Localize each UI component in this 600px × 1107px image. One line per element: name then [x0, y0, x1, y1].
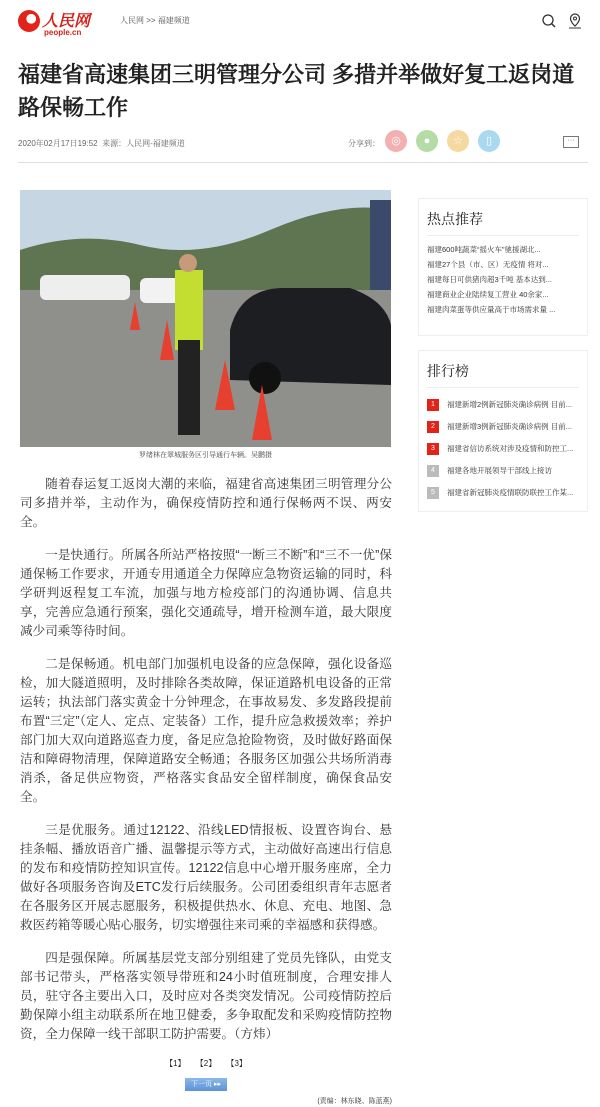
hot-recommendations [418, 198, 588, 336]
article-source[interactable]: 来源：人民网-福建频道 [102, 139, 185, 148]
paragraph: 四是强保障。所属基层党支部分别组建了党员先锋队，由党支部书记带头，严格落实领导带班和24小时值班制度，合理安排人员，驻守各主要出入口，及时应对各类突发情况。公司疫情防控后勤保障小组主动联系所在地卫健委，多争取配发和采购疫情防控物资，全力保障一线干部职工防护需要。（方炜） [20, 951, 392, 1041]
rank-item[interactable] [427, 416, 579, 438]
rank-number: 3 [427, 443, 439, 455]
rank-title: 福建新增3例新冠肺炎确诊病例 目前... [447, 422, 573, 431]
rank-number: 5 [427, 487, 439, 499]
section-title: 排行榜 [427, 357, 579, 388]
page-link-3[interactable]: 【3】 [226, 1059, 247, 1068]
paragraph: 三是优服务。通过12122、沿线LED情报板、设置咨询台、悬挂条幅、播放语音广播、温馨提示等方式，主动做好高速出行信息的发布和疫情防控知识宣传。12122信息中心增开服务座席，全力做好各项服务咨询及ETC发行后续服务。公司团委组织青年志愿者在各服务区开展志愿服务，积极提供热水、休息、充电、地图、急救医药箱等暖心贴心服务，切实增强往来司乘的幸福感和获得感。 [20, 823, 392, 932]
location-icon[interactable] [567, 13, 583, 29]
article-photo [20, 190, 391, 447]
ranking-list [418, 350, 588, 512]
section-title: 热点推荐 [427, 205, 579, 236]
wechat-icon[interactable]: ● [416, 130, 438, 152]
paragraph: 二是保畅通。机电部门加强机电设备的应急保障，强化设备巡检，加大隧道照明，及时排除各类故障，保证道路机电设备的正常运转；执法部门落实黄金十分钟理念，在事故易发、多发路段提前布置“三定”（定人、定点、定装备）工作，提升应急救援效率；养护部门加大双向道路巡查力度，备足应急抢险物资，及时做好路面保洁和障碍物清理，保障道路安全畅通；各服务区加强公共场所消毒消杀，备足供应物资，严格落实食品安全留样制度，确保食品安全。 [20, 657, 392, 804]
rank-item[interactable] [427, 482, 579, 504]
pagination [20, 1058, 392, 1070]
rank-title: 福建各地开展领导干部线上接访 [447, 466, 552, 475]
page-link-1[interactable]: 【1】 [165, 1059, 186, 1068]
article-flow [20, 475, 392, 1107]
paragraph: 一是快通行。所属各所站严格按照“一断三不断”和“三不一优”保通保畅工作要求，开通专用通道全力保障应急物资运输的同时，科学研判返程复工车流，加强与地方检疫部门的沟通协调、信息共享，完善应急通行预案，强化交通疏导，增开检测车道，最大限度减少司乘等待时间。 [20, 548, 392, 638]
rank-number: 1 [427, 399, 439, 411]
rank-number: 4 [427, 465, 439, 477]
logo-mark [18, 10, 40, 32]
divider [18, 162, 588, 163]
next-page-button[interactable]: 下一页 ▸▸ [185, 1078, 227, 1091]
favorite-icon[interactable]: ☆ [447, 130, 469, 152]
hot-item[interactable]: 福建肉菜蛋等供应量高于市场需求量 ... [427, 305, 556, 314]
article-meta [18, 138, 185, 149]
article-title: 福建省高速集团三明管理分公司 多措并举做好复工返岗道路保畅工作 [18, 62, 575, 120]
logo-text: 人民网 [42, 13, 91, 30]
share-label: 分享到： [348, 139, 380, 148]
search-icon[interactable] [541, 13, 557, 29]
publish-date: 2020年02月17日19:52 [18, 139, 98, 148]
hot-item[interactable]: 福建每日可供猪肉超3千吨 基本达到... [427, 275, 553, 284]
hot-item[interactable]: 福建商业企业陆续复工营业 40余家... [427, 290, 549, 299]
logo-domain: people.cn [44, 28, 82, 37]
paragraph: 随着春运复工返岗大潮的来临，福建省高速集团三明管理分公司多措并举，主动作为，确保疫情防控和通行保畅两不误、两安全。 [20, 477, 392, 529]
rank-number: 2 [427, 421, 439, 433]
rank-title: 福建省信访系统对涉及疫情和防控工... [447, 444, 574, 453]
rank-title: 福建新增2例新冠肺炎确诊病例 目前... [447, 400, 573, 409]
breadcrumb-sep: >> [146, 16, 156, 25]
copy-icon[interactable]: ▯ [478, 130, 500, 152]
comment-icon[interactable]: ··· [563, 136, 579, 148]
breadcrumb-home[interactable]: 人民网 [120, 16, 144, 25]
rank-item[interactable] [427, 460, 579, 482]
page-link-2[interactable]: 【2】 [195, 1059, 217, 1068]
rank-item[interactable] [427, 438, 579, 460]
photo-caption: 罗绪林在翠城服务区引导通行车辆。吴鹏摄 [139, 452, 272, 459]
breadcrumb-channel[interactable]: 福建频道 [157, 16, 190, 25]
hot-item[interactable]: 福建27个县（市、区）无疫情 将对... [427, 260, 549, 269]
people-cn-logo[interactable] [18, 8, 91, 38]
article-body [20, 475, 392, 1044]
rank-item[interactable] [427, 394, 579, 416]
hot-item[interactable]: 福建600吨蔬菜“摇火车”驰援湖北... [427, 245, 541, 254]
weibo-icon[interactable]: ◎ [385, 130, 407, 152]
editor-credit: (责编：林东晓、陈蓝燕) [317, 1098, 392, 1105]
rank-title: 福建省新冠肺炎疫情联防联控工作某... [447, 488, 574, 497]
breadcrumb [120, 15, 190, 26]
